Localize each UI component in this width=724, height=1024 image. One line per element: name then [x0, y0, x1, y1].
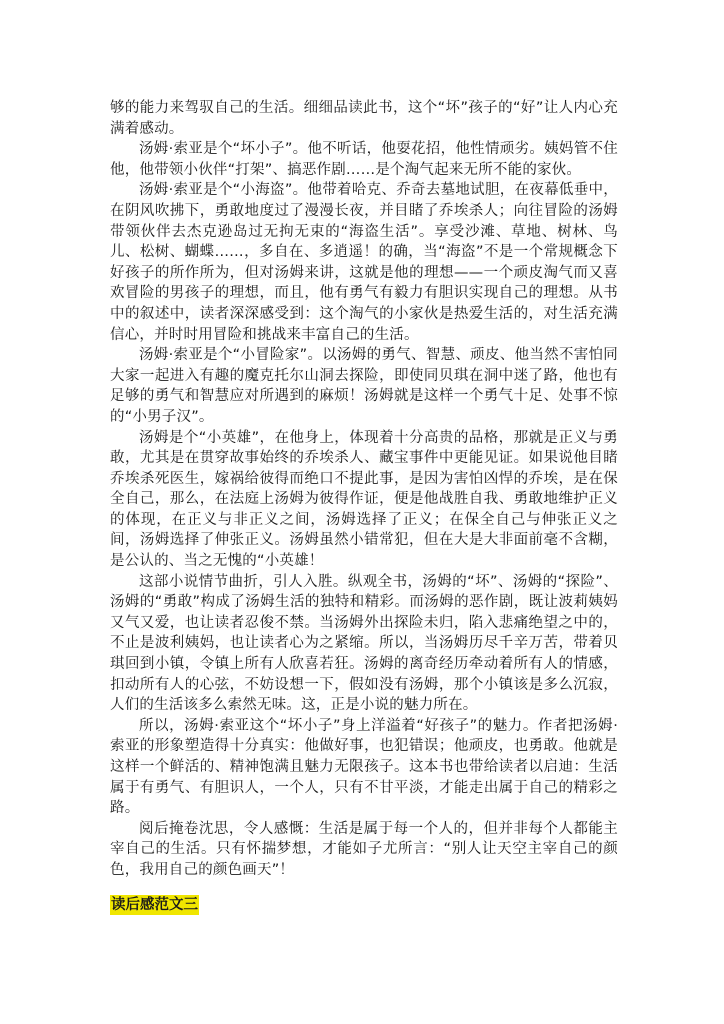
paragraph-7: 所以，汤姆·索亚这个“坏小子”身上洋溢着“好孩子”的魅力。作者把汤姆·索亚的形象塑造得十分真实：他做好事，也犯错误；他顽皮，也勇敢。他就是这样一个鲜活的、精神饱满且魅力无限孩子。这本书也带给读者以启迪：生活属于有勇气、有胆识人，一个人，只有不甘平淡，才能走出属于自己的精彩之路。: [110, 717, 618, 817]
paragraph-8: 阅后掩卷沈思，令人感慨：生活是属于每一个人的，但并非每个人都能主宰自己的生活。只有怀揣梦想，才能如子尤所言：“别人让天空主宰自己的颜色，我用自己的颜色画天”！: [110, 820, 618, 878]
paragraph-6: 这部小说情节曲折，引人入胜。纵观全书，汤姆的“坏”、汤姆的“探险”、汤姆的“勇敢”构成了汤姆生活的独特和精彩。而汤姆的恶作剧，既让波莉姨妈又气又爱，也让读者忍俊不禁。当汤姆外出探险未归，陷入悲痛绝望之中的，不止是波利姨妈，也让读者心为之紧缩。所以，当汤姆历尽千辛万苦，带着贝琪回到小镇，令镇上所有人欣喜若狂。汤姆的离奇经历牵动着所有人的情感，扣动所有人的心弦，不妨设想一下，假如没有汤姆，那个小镇该是多么沉寂，人们的生活该多么索然无味。这，正是小说的魅力所在。: [110, 573, 618, 714]
paragraph-1: 够的能力来驾驭自己的生活。细细品读此书，这个“坏”孩子的“好”让人内心充满着感动。: [110, 100, 618, 137]
paragraph-3: 汤姆·索亚是个“小海盗”。他带着哈克、乔奇去墓地试胆，在夜幕低垂中，在阴风吹拂下，勇敢地度过了漫漫长夜，并目睹了乔埃杀人；向往冒险的汤姆带领伙伴去杰克逊岛过无拘无束的“海盗生活”。享受沙滩、草地、树林、鸟儿、松树、蝴蝶……，多自在、多逍遥！的确，当“海盗”不是一个常规概念下好孩子的所作所为，但对汤姆来讲，这就是他的理想——一个顽皮淘气而又喜欢冒险的男孩子的理想，而且，他有勇气有毅力有胆识实现自己的理想。从书中的叙述中，读者深深感受到：这个淘气的小家伙是热爱生活的，对生活充满信心，并时时用冒险和挑战来丰富自己的生活。: [110, 182, 618, 343]
article-body: [110, 98, 618, 881]
paragraph-5: 汤姆是个“小英雄”，在他身上，体现着十分高贵的品格，那就是正义与勇敢，尤其是在贯穿故事始终的乔埃杀人、藏宝事件中更能见证。如果说他目睹乔埃杀死医生，嫁祸给彼得而绝口不提此事，是因为害怕凶悍的乔埃，是在保全自己，那么，在法庭上汤姆为彼得作证，便是他战胜自我、勇敢地维护正义的体现，在正义与非正义之间，汤姆选择了正义；在保全自己与伸张正义之间，汤姆选择了伸张正义。汤姆虽然小错常犯，但在大是大非面前毫不含糊，是公认的、当之无愧的“小英雄！: [110, 429, 618, 570]
paragraph-4: 汤姆·索亚是个“小冒险家”。以汤姆的勇气、智慧、顽皮、他当然不害怕同大家一起进入有趣的魔克托尔山洞去探险，即使同贝琪在洞中迷了路，他也有足够的勇气和智慧应对所遇到的麻烦！汤姆就是这样一个勇气十足、处事不惊的“小男子汉”。: [110, 347, 618, 425]
paragraph-2: 汤姆·索亚是个“坏小子”。他不听话，他耍花招，他性情顽劣。姨妈管不住他，他带领小伙伴“打架”、搞恶作剧……是个淘气起来无所不能的家伙。: [110, 141, 618, 178]
section-heading: 读后感范文三: [111, 897, 198, 913]
